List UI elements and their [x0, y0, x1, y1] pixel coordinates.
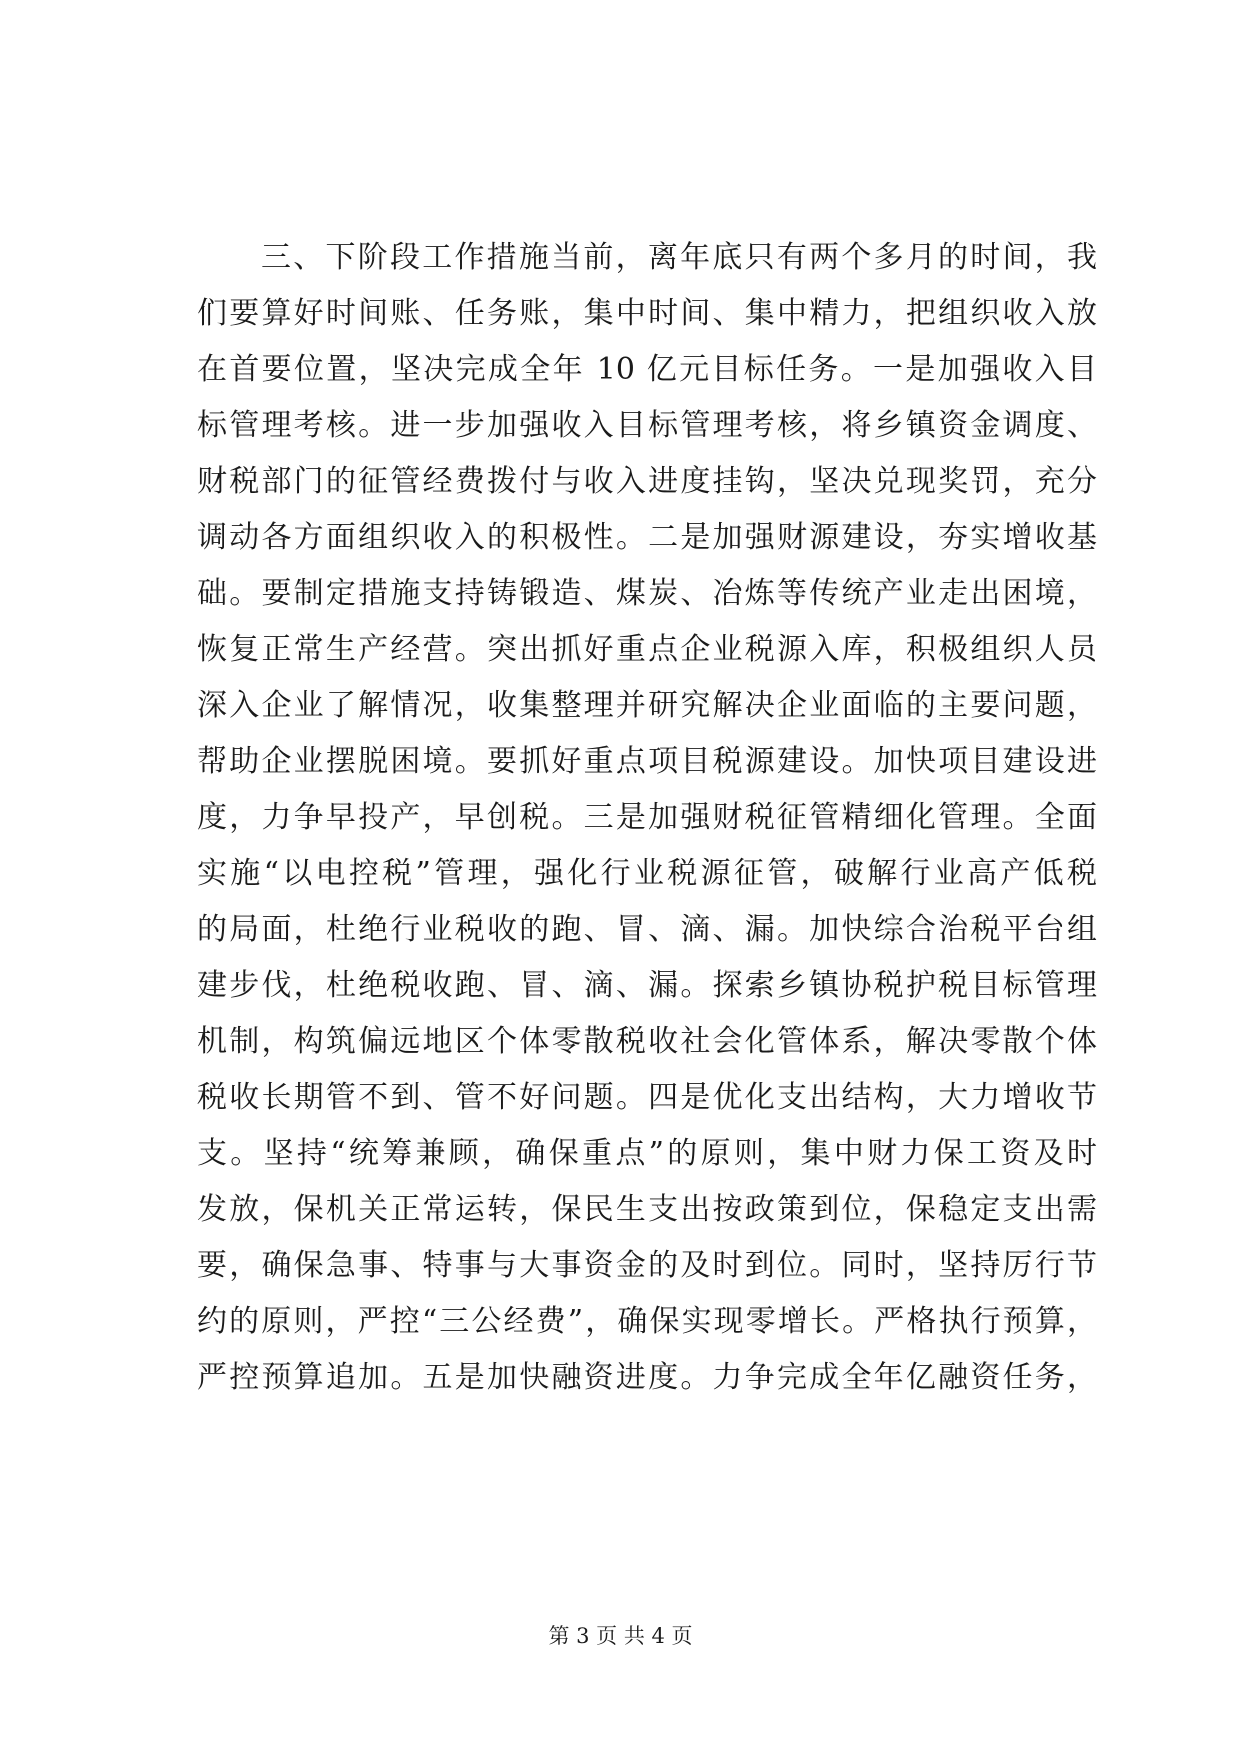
- text-line: 的局面，杜绝行业税收的跑、冒、滴、漏。加快综合治税平台组: [197, 912, 1097, 947]
- text-line: 帮助企业摆脱困境。要抓好重点项目税源建设。加快项目建设进: [197, 744, 1097, 779]
- text-line: 度，力争早投产，早创税。三是加强财税征管精细化管理。全面: [197, 800, 1097, 835]
- text-line: 建步伐，杜绝税收跑、冒、滴、漏。探索乡镇协税护税目标管理: [197, 968, 1097, 1003]
- page-number-footer: 第 3 页 共 4 页: [548, 1624, 693, 1648]
- body-text: [197, 230, 1097, 1406]
- text-line: 深入企业了解情况，收集整理并研究解决企业面临的主要问题，: [197, 688, 1097, 723]
- text-line: 严控预算追加。五是加快融资进度。力争完成全年亿融资任务，: [197, 1360, 1097, 1395]
- text-line: 实施“以电控税”管理，强化行业税源征管，破解行业高产低税: [197, 856, 1097, 891]
- text-line: 们要算好时间账、任务账，集中时间、集中精力，把组织收入放: [197, 296, 1097, 331]
- text-line: 支。坚持“统筹兼顾，确保重点”的原则，集中财力保工资及时: [197, 1136, 1097, 1171]
- text-line: 要，确保急事、特事与大事资金的及时到位。同时，坚持厉行节: [197, 1248, 1097, 1283]
- text-line: 调动各方面组织收入的积极性。二是加强财源建设，夯实增收基: [197, 520, 1097, 555]
- text-line: 机制，构筑偏远地区个体零散税收社会化管体系，解决零散个体: [197, 1024, 1097, 1059]
- text-line: 财税部门的征管经费拨付与收入进度挂钩，坚决兑现奖罚，充分: [197, 464, 1097, 499]
- text-line: 约的原则，严控“三公经费”，确保实现零增长。严格执行预算，: [197, 1304, 1097, 1339]
- text-line: 税收长期管不到、管不好问题。四是优化支出结构，大力增收节: [197, 1080, 1097, 1115]
- text-line: 标管理考核。进一步加强收入目标管理考核，将乡镇资金调度、: [197, 408, 1097, 443]
- text-line: 恢复正常生产经营。突出抓好重点企业税源入库，积极组织人员: [197, 632, 1097, 667]
- text-line: 础。要制定措施支持铸锻造、煤炭、冶炼等传统产业走出困境，: [197, 576, 1097, 611]
- text-line: 在首要位置，坚决完成全年 10 亿元目标任务。一是加强收入目: [197, 352, 1097, 387]
- text-line: 发放，保机关正常运转，保民生支出按政策到位，保稳定支出需: [197, 1192, 1097, 1227]
- text-line: 三、下阶段工作措施当前，离年底只有两个多月的时间，我: [261, 240, 1097, 275]
